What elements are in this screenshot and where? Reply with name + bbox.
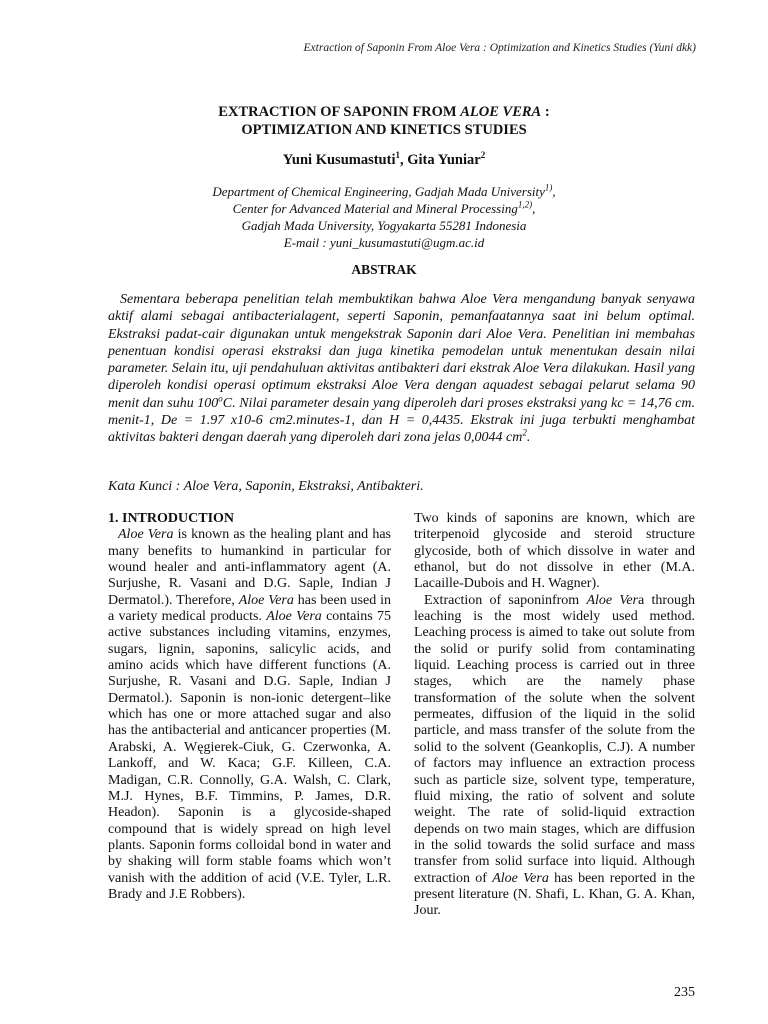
affil-sup: 1,2) (517, 199, 533, 210)
title-line-2: OPTIMIZATION AND KINETICS STUDIES (241, 122, 527, 138)
abstract-text: Sementara beberapa penelitian telah membuktikan bahwa Aloe Vera mengandung banyak senyawa aktif alami sebagai antibacterialagent, seperti Saponin, pemanfaatannya saat ini belum optimal. Ekstraksi padat-cair digunakan untuk mengekstrak Saponin dari Aloe Vera. Penelitian ini membahas penentuan kondisi operasi ekstraksi dan juga kinetika pemodelan untuk menentukan desain nilai parameter. Selain itu, uji pendahuluan aktivitas antibakteri dari ekstrak Aloe Vera dilakukan. Hasil yang diperoleh kondisi operasi optimum ekstraksi Aloe Vera dengan aquadest sebagai pelarut selama 90 menit dan suhu 100 (108, 292, 695, 411)
running-head: Extraction of Saponin From Aloe Vera : Optimization and Kinetics Studies (Yuni dkk) (303, 42, 696, 54)
title-italic: ALOE VERA (460, 104, 542, 120)
intro-paragraph-2: Two kinds of saponins are known, which are triterpenoid glycoside and steroid structure glycoside, both of which dissolve in water and ethanol, but do not dissolve in ether (M.A. Lacaille-Dubois and H. Wagner). (414, 511, 695, 592)
title-line-1 (0, 103, 768, 121)
italic-term: Aloe Vera (238, 592, 294, 608)
affil-text: Department of Chemical Engineering, Gadjah Mada University (212, 184, 545, 199)
italic-term: Aloe Vera (492, 870, 549, 886)
squared-sup: 2 (522, 427, 527, 438)
italic-term: Aloe Vera (118, 527, 174, 543)
affil-sup: 1) (544, 182, 553, 193)
title-text: EXTRACTION OF SAPONIN FROM (218, 104, 461, 120)
intro-paragraph-3 (414, 593, 695, 920)
author-1-affil: 1 (395, 150, 400, 161)
author-1: Yuni Kusumastuti (282, 152, 396, 168)
para-text: has been reported in the present literature (N. Shafi, L. Khan, G. A. Khan, Jour. (414, 870, 695, 919)
italic-term: Aloe Vera (266, 609, 322, 625)
abstract-body (108, 291, 695, 447)
affil-punct: , (532, 201, 536, 216)
abstract-end: . (526, 430, 531, 446)
degree-sup: o (218, 393, 223, 404)
para-text: Extraction of saponinfrom (424, 592, 587, 608)
affiliation-line-1 (0, 183, 768, 200)
author-separator: , (399, 152, 408, 168)
para-text: contains 75 active substances including vitamins, enzymes, sugars, lignin, saponins, salicylic acids, and amino acids which have different functions (A. Surjushe, R. Vasani and D.G. Saple, Indian J Dermatol.). Saponin is non-ionic detergent–like which has one or more attached sugar and also has the antibacterial and anticancer properties (M. Arabski, A. Węgierek-Ciuk, G. Czerwonka, A. Lankoff, and W. Kaca; G.F. Killeen, C.A. Madigan, C.R. Connolly, G.A. Walsh, C. Clark, M.J. Hynes, B.F. Timmins, P. James, D.R. Headon). Saponin is a glycoside-shaped compound that is widely spread on high level plants. Saponin forms colloidal bond in water and by shaking will form stable foams which won’t vanish with the addition of acid (V.E. Tyler, L.R. Brady and J.E Robbers). (108, 609, 391, 902)
affiliation-block (0, 183, 768, 251)
paper-title (0, 103, 768, 139)
abstract-text-cont: C. Nilai parameter desain yang diperoleh dari proses ekstraksi yang kc = 14,76 cm. menit-1, De = 1.97 x10-6 cm2.minutes-1, dan H = 0,4435. Ekstrak ini juga terbukti menghambat aktivitas bakteri dengan daerah yang diperoleh dari zona jelas 0,0044 cm (108, 395, 695, 446)
author-list (0, 152, 768, 169)
affil-punct: , (552, 184, 556, 199)
page-number: 235 (674, 985, 695, 1000)
email-line: E-mail : yuni_kusumastuti@ugm.ac.id (283, 235, 485, 250)
affiliation-line-3: Gadjah Mada University, Yogyakarta 55281 Indonesia (241, 218, 527, 233)
para-text: is known as the healing plant and has many benefits to humankind in particular for wound healer and anti-inflammatory agent (A. Surjushe, R. Vasani and D.G. Saple, Indian J Dermatol.). Therefore, (108, 527, 391, 608)
section-heading: 1. INTRODUCTION (108, 511, 235, 526)
para-text: has been used in a variety medical products. (108, 592, 391, 625)
abstract-heading: ABSTRAK (351, 262, 417, 277)
author-2: Gita Yuniar (407, 152, 481, 168)
para-text: a through leaching is the most widely used method. Leaching process is aimed to take out solute from the solid or purify solid from contaminating liquid. Leaching process is carried out in three stages, which are the namely phase transformation of the solute when the solvent permeates, diffusion of the liquid in the solid particle, and mass transfer of the solute from the solid to the solvent (Geankoplis, C.J). A number of factors may influence an extraction process such as particle size, solvent type, temperature, fluid mixing, the ratio of solvent and solute weight. The rate of solid-liquid extraction depends on two main stages, which are diffusion in the solid towards the solid surface and mass transfer from solid surface into liquid. Although extraction of (414, 592, 695, 886)
right-column (414, 511, 695, 920)
keywords: Kata Kunci : Aloe Vera, Saponin, Ekstraksi, Antibakteri. (108, 479, 424, 494)
affiliation-line-2 (0, 200, 768, 217)
italic-term: Aloe Ver (586, 592, 638, 608)
left-column (108, 511, 391, 903)
intro-paragraph-1 (108, 527, 391, 903)
affil-text: Center for Advanced Material and Mineral Processing (232, 201, 518, 216)
author-2-affil: 2 (480, 150, 486, 161)
title-colon: : (541, 104, 550, 120)
